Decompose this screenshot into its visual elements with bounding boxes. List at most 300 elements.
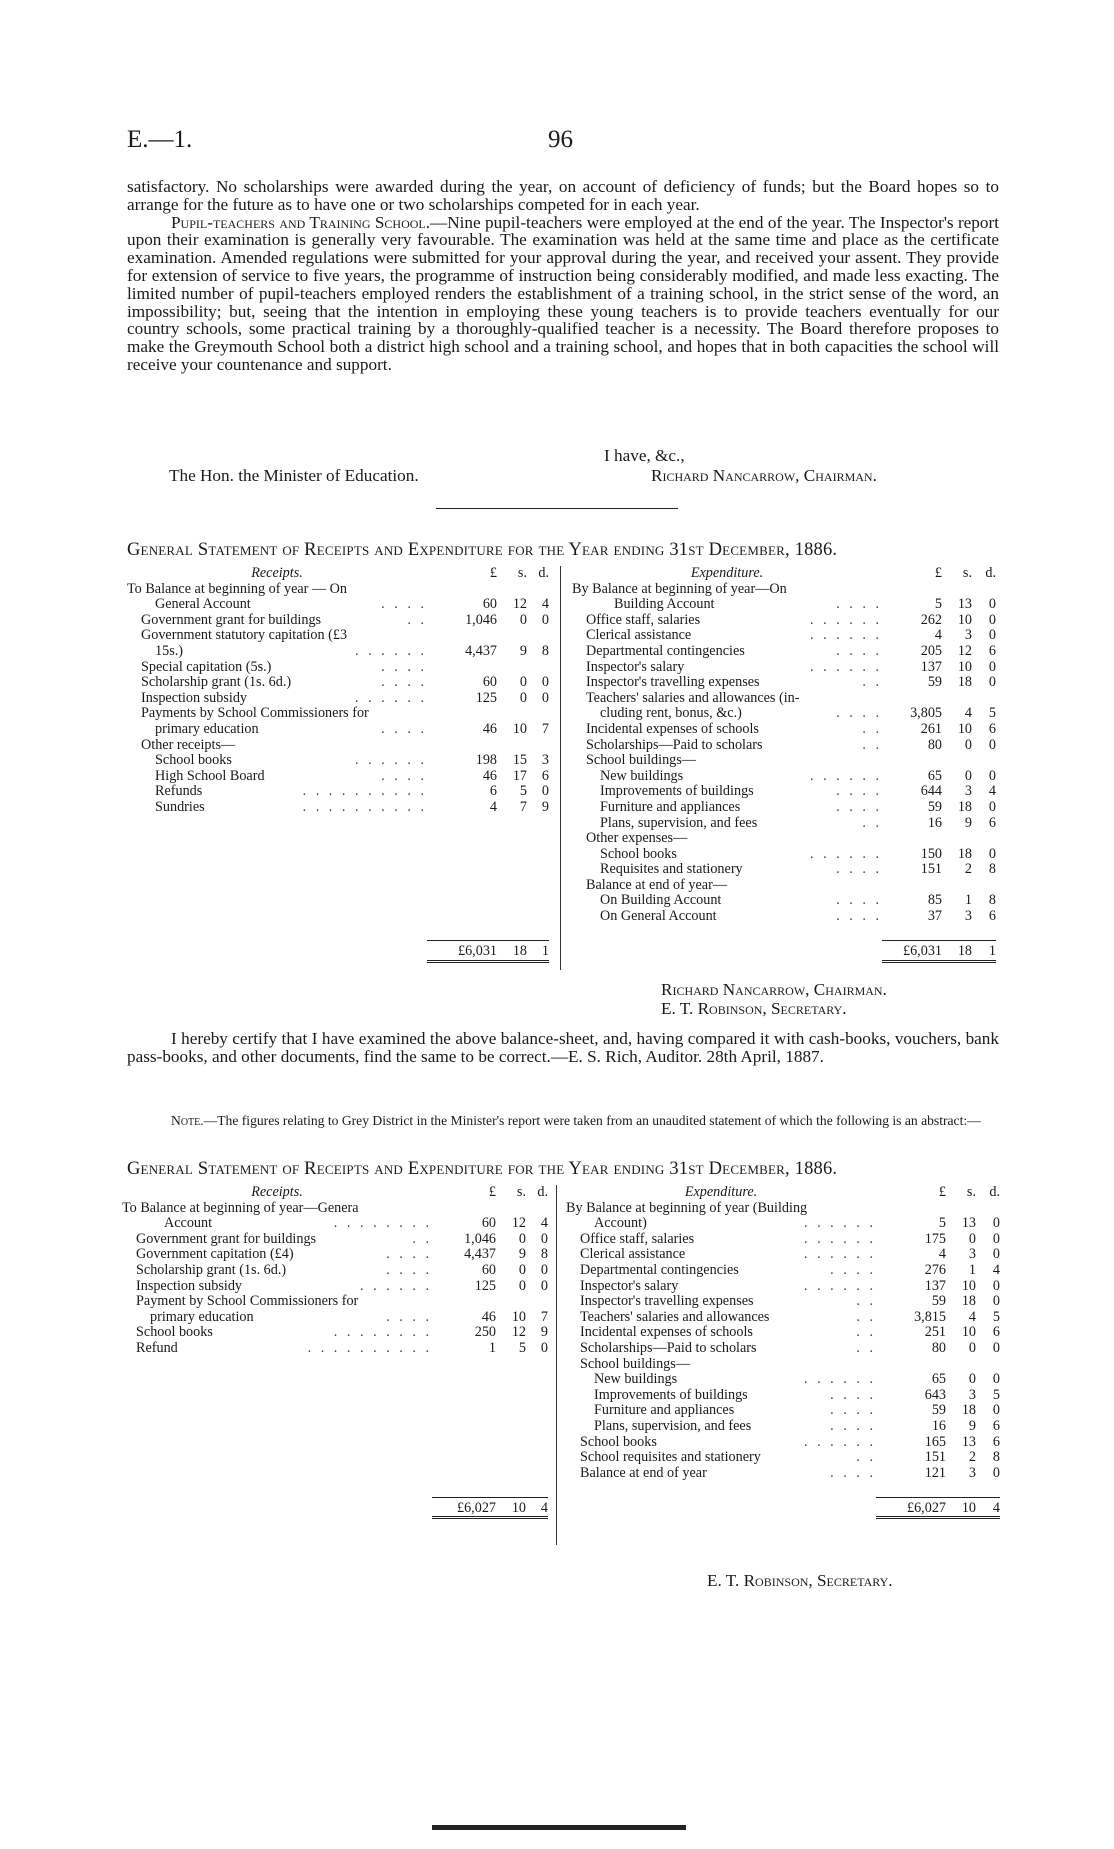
expenditure-amount-pounds: 205 xyxy=(920,642,942,659)
receipts-leader-dots: . . . . . . . . . . xyxy=(302,799,427,815)
expenditure-header-row xyxy=(572,566,996,582)
expenditure-amount-shillings: 2 xyxy=(964,861,972,878)
expenditure-amount-pounds: 59 xyxy=(927,674,942,691)
expenditure-row xyxy=(566,1435,1000,1451)
expenditure-item-text: Inspector's travelling expenses xyxy=(586,675,760,691)
expenditure-row xyxy=(566,1466,1000,1482)
receipts-amount-pounds: 4,437 xyxy=(465,642,497,659)
expenditure-amount-shillings: 10 xyxy=(961,1277,976,1294)
expenditure-amount-shillings: 18 xyxy=(957,798,972,815)
expenditure-amount-pence xyxy=(972,691,996,707)
receipts-row xyxy=(122,1201,548,1217)
receipts-spacer-cell xyxy=(497,816,527,832)
receipts-leader-dots: . . . . . . xyxy=(354,690,427,706)
receipts-amount-shillings xyxy=(496,1201,526,1217)
section-code: E.—1. xyxy=(127,126,193,153)
receipts-spacer-cell xyxy=(122,1388,432,1404)
expenditure-money-header-s: s. xyxy=(962,565,972,581)
expenditure-leader-dots: . . . . xyxy=(836,784,882,800)
expenditure-amount-pounds: 5 xyxy=(938,1215,946,1232)
receipts-amount-pence xyxy=(527,706,549,722)
receipts-amount-pounds: 60 xyxy=(481,1261,496,1278)
expenditure-amount-pounds: 643 xyxy=(924,1386,946,1403)
expenditure-row xyxy=(566,1450,1000,1466)
receipts-item-text: Payment by School Commissioners for xyxy=(136,1294,359,1310)
receipts-spacer-cell xyxy=(496,1388,526,1404)
receipts-row xyxy=(127,644,549,660)
receipts-amount-pounds: 60 xyxy=(482,674,497,691)
receipts-spacer-row xyxy=(122,1481,548,1497)
receipts-row xyxy=(127,738,549,754)
receipts-spacer-cell xyxy=(497,925,527,941)
receipts-amount-pounds: 6 xyxy=(489,783,497,800)
receipts-item-text: Inspection subsidy xyxy=(136,1278,243,1294)
receipts-item-label xyxy=(122,1247,432,1263)
expenditure-amount-pounds xyxy=(876,1357,946,1373)
receipts-amount-pence xyxy=(526,1201,548,1217)
receipts-spacer-cell xyxy=(122,1357,432,1373)
expenditure-money-header-d: d. xyxy=(989,1184,1000,1200)
receipts-spacer-cell xyxy=(122,1450,432,1466)
receipts-leader-dots: . . . . xyxy=(386,1309,432,1325)
receipts-amount-pounds: 125 xyxy=(474,1277,496,1294)
receipts-amount-pence: 0 xyxy=(541,689,549,706)
expenditure-row xyxy=(566,1216,1000,1232)
closing-i-have: I have, &c., xyxy=(604,446,685,465)
expenditure-amount-shillings: 3 xyxy=(964,627,972,644)
receipts-spacer-row xyxy=(122,1450,548,1466)
expenditure-spacer-cell xyxy=(946,1481,976,1497)
expenditure-item-text: Teachers' salaries and allowances (in- xyxy=(586,690,800,706)
receipts-spacer-cell xyxy=(427,862,497,878)
receipts-spacer-cell xyxy=(432,1450,496,1466)
expenditure-leader-dots: . . . . . . xyxy=(803,1247,876,1263)
receipts-spacer-row xyxy=(127,878,549,894)
expenditure-amount-pounds: 3,805 xyxy=(910,705,942,722)
statement1-chairman-signature: Richard Nancarrow, Chairman. xyxy=(661,980,887,999)
receipts-item-label xyxy=(127,628,427,644)
expenditure-amount-pounds: 262 xyxy=(920,611,942,628)
expenditure-item-label xyxy=(572,769,882,785)
expenditure-item-text: Incidental expenses of schools xyxy=(586,721,759,737)
expenditure-item-text: Departmental contingencies xyxy=(580,1262,739,1278)
expenditure-item-text: Furniture and appliances xyxy=(600,799,741,815)
receipts-amount-pence: 9 xyxy=(541,798,549,815)
expenditure-spacer-cell xyxy=(882,925,942,941)
receipts-leader-dots: . . . . xyxy=(381,721,427,737)
auditor-certificate xyxy=(127,1030,999,1066)
receipts-spacer-cell xyxy=(526,1388,548,1404)
statement2-expenditure-table xyxy=(566,1185,1000,1519)
expenditure-amount-pence: 8 xyxy=(988,861,996,878)
statement2-title-b: and xyxy=(369,1159,408,1179)
expenditure-leader-dots: . . . . xyxy=(836,799,882,815)
receipts-total-shillings: 10 xyxy=(496,1497,526,1518)
receipts-amount-pounds: 60 xyxy=(482,596,497,613)
receipts-spacer-cell xyxy=(497,909,527,925)
receipts-leader-dots: . . . . . . . . xyxy=(333,1325,432,1341)
expenditure-spacer-cell xyxy=(976,1481,1000,1497)
receipts-amount-shillings: 12 xyxy=(511,1215,526,1232)
expenditure-item-label xyxy=(572,675,882,691)
expenditure-item-text: Plans, supervision, and fees xyxy=(600,815,758,831)
receipts-spacer-row xyxy=(127,862,549,878)
receipts-amount-pounds: 60 xyxy=(481,1215,496,1232)
receipts-amount-pence xyxy=(527,582,549,598)
receipts-row xyxy=(127,800,549,816)
receipts-amount-pence: 4 xyxy=(540,1215,548,1232)
receipts-amount-pence: 0 xyxy=(541,611,549,628)
receipts-spacer-cell xyxy=(122,1435,432,1451)
expenditure-amount-pounds: 5 xyxy=(934,596,942,613)
expenditure-row xyxy=(566,1294,1000,1310)
pupil-teachers-body: —Nine pupil-teachers were employed at the end of the year. The Inspector's report upon their examination is generally very favourable. The examination was held at the same time and place as the certificate examination. Amended regulations were submitted for your approval during the year, and received your assent. They provide for extension of service to five years, the programme of instruction being considerably modified, and made less exacting. The limited number of pupil-teachers employed renders the establishment of a training school, in the strict sense of the word, an impossibility; but, seeing that the intention in employing these young teachers is to provide teachers eventually for our country schools, some practical training by a thoroughly-qualified teacher is a necessity. The Board therefore proposes to make the Greymouth School both a district high school and a training school, and hopes that in both capacities the school will receive your countenance and support. xyxy=(127,212,999,374)
receipts-row xyxy=(122,1325,548,1341)
expenditure-item-label xyxy=(572,847,882,863)
expenditure-item-text: Building Account xyxy=(614,597,715,613)
expenditure-amount-pence: 6 xyxy=(992,1433,1000,1450)
receipts-spacer-row xyxy=(122,1357,548,1373)
expenditure-total-label xyxy=(566,1497,876,1518)
statement2-column-separator xyxy=(556,1185,557,1545)
expenditure-item-label xyxy=(566,1216,876,1232)
expenditure-spacer-cell xyxy=(566,1481,876,1497)
receipts-spacer-cell xyxy=(527,816,549,832)
expenditure-amount-pounds: 65 xyxy=(927,767,942,784)
receipts-row xyxy=(127,582,549,598)
receipts-item-label xyxy=(127,753,427,769)
statement2-title xyxy=(127,1159,999,1180)
receipts-amount-shillings xyxy=(497,582,527,598)
expenditure-item-label xyxy=(572,784,882,800)
statement2-title-d: for the Year ending 31st December, 1886. xyxy=(502,1159,838,1179)
expenditure-leader-dots: . . xyxy=(856,1309,876,1325)
expenditure-item-label xyxy=(572,893,882,909)
expenditure-amount-pounds: 165 xyxy=(924,1433,946,1450)
receipts-spacer-cell xyxy=(527,925,549,941)
receipts-spacer-cell xyxy=(527,893,549,909)
receipts-spacer-row xyxy=(122,1403,548,1419)
receipts-amount-pounds: 4 xyxy=(489,798,497,815)
expenditure-amount-shillings xyxy=(942,878,972,894)
receipts-total-pounds: £6,031 xyxy=(427,941,497,962)
expenditure-amount-shillings: 4 xyxy=(968,1308,976,1325)
receipts-item-text: Refund xyxy=(136,1340,178,1356)
receipts-amount-pounds xyxy=(432,1201,496,1217)
expenditure-item-text: By Balance at beginning of year (Building xyxy=(566,1200,808,1216)
receipts-spacer-cell xyxy=(432,1388,496,1404)
receipts-amount-pounds: 198 xyxy=(475,752,497,769)
expenditure-money-header-d: d. xyxy=(985,565,996,581)
statement1-column-separator xyxy=(560,566,561,970)
expenditure-row xyxy=(572,691,996,707)
receipts-leader-dots: . . . . . . . . xyxy=(333,1216,432,1232)
expenditure-amount-pounds: 59 xyxy=(927,798,942,815)
expenditure-amount-shillings: 18 xyxy=(961,1402,976,1419)
page-number: 96 xyxy=(548,126,573,153)
expenditure-amount-shillings: 18 xyxy=(961,1293,976,1310)
receipts-amount-pounds xyxy=(427,628,497,644)
expenditure-item-text: By Balance at beginning of year—On xyxy=(572,581,787,597)
receipts-spacer-cell xyxy=(496,1357,526,1373)
expenditure-row xyxy=(572,784,996,800)
receipts-spacer-cell xyxy=(527,847,549,863)
expenditure-leader-dots: . . . . xyxy=(836,862,882,878)
receipts-spacer-cell xyxy=(496,1403,526,1419)
expenditure-row xyxy=(572,675,996,691)
receipts-spacer-cell xyxy=(526,1403,548,1419)
expenditure-amount-pounds: 151 xyxy=(924,1449,946,1466)
expenditure-amount-pence: 0 xyxy=(992,1339,1000,1356)
expenditure-amount-pounds: 137 xyxy=(924,1277,946,1294)
expenditure-amount-pence: 0 xyxy=(988,611,996,628)
expenditure-item-label xyxy=(566,1341,876,1357)
receipts-row xyxy=(127,706,549,722)
expenditure-amount-shillings: 0 xyxy=(968,1230,976,1247)
receipts-amount-pounds: 250 xyxy=(474,1324,496,1341)
receipts-amount-pence: 0 xyxy=(541,674,549,691)
receipts-item-label xyxy=(127,706,427,722)
statement1-title-c: Expenditure xyxy=(407,540,503,560)
expenditure-amount-pounds: 644 xyxy=(920,783,942,800)
receipts-row xyxy=(127,675,549,691)
expenditure-amount-pence: 0 xyxy=(988,845,996,862)
receipts-item-text: Sundries xyxy=(155,799,205,815)
expenditure-amount-pence: 0 xyxy=(988,798,996,815)
expenditure-item-text: Improvements of buildings xyxy=(594,1387,748,1403)
receipts-amount-pence xyxy=(526,1294,548,1310)
expenditure-amount-pence: 8 xyxy=(992,1449,1000,1466)
receipts-spacer-cell xyxy=(127,816,427,832)
receipts-spacer-cell xyxy=(496,1466,526,1482)
receipts-amount-shillings: 5 xyxy=(518,1339,526,1356)
expenditure-total-pence: 1 xyxy=(972,941,996,962)
expenditure-amount-pounds: 261 xyxy=(920,720,942,737)
expenditure-amount-pence: 6 xyxy=(988,642,996,659)
receipts-amount-shillings: 0 xyxy=(519,689,527,706)
receipts-spacer-cell xyxy=(122,1372,432,1388)
expenditure-item-label xyxy=(566,1372,876,1388)
expenditure-amount-pence xyxy=(972,831,996,847)
receipts-item-label xyxy=(127,722,427,738)
receipts-amount-pounds: 46 xyxy=(481,1308,496,1325)
receipts-leader-dots: . . . . . . . . . . xyxy=(302,784,427,800)
expenditure-leader-dots: . . . . . . xyxy=(803,1434,876,1450)
receipts-amount-pounds xyxy=(427,660,497,676)
receipts-amount-pounds: 46 xyxy=(482,720,497,737)
receipts-amount-shillings: 5 xyxy=(519,783,527,800)
receipts-row xyxy=(122,1216,548,1232)
receipts-header: Receipts. xyxy=(251,565,303,581)
receipts-spacer-cell xyxy=(432,1403,496,1419)
receipts-spacer-row xyxy=(122,1372,548,1388)
statement2-title-c: Expenditure xyxy=(407,1159,503,1179)
receipts-spacer-cell xyxy=(496,1372,526,1388)
receipts-row xyxy=(127,660,549,676)
expenditure-amount-shillings: 0 xyxy=(964,767,972,784)
receipts-item-text: Government statutory capitation (£3 xyxy=(141,628,348,644)
receipts-spacer-cell xyxy=(432,1481,496,1497)
expenditure-total-shillings: 10 xyxy=(946,1497,976,1518)
expenditure-row xyxy=(566,1388,1000,1404)
expenditure-amount-pence xyxy=(972,878,996,894)
expenditure-amount-pence: 0 xyxy=(992,1215,1000,1232)
receipts-row xyxy=(127,691,549,707)
expenditure-row xyxy=(572,660,996,676)
expenditure-item-text: Office staff, salaries xyxy=(580,1231,695,1247)
receipts-amount-shillings: 10 xyxy=(512,720,527,737)
expenditure-item-text: Scholarships—Paid to scholars xyxy=(586,737,763,753)
expenditure-amount-pence: 6 xyxy=(992,1324,1000,1341)
expenditure-item-label xyxy=(572,862,882,878)
receipts-spacer-cell xyxy=(527,909,549,925)
expenditure-item-label xyxy=(572,582,882,598)
expenditure-leader-dots: . . . . . . xyxy=(803,1216,876,1232)
receipts-item-text: Scholarship grant (1s. 6d.) xyxy=(141,675,292,691)
receipts-item-text: To Balance at beginning of year — On xyxy=(127,581,348,597)
intro-paragraph-2 xyxy=(127,214,999,374)
receipts-item-label xyxy=(127,644,427,660)
expenditure-item-label xyxy=(572,691,882,707)
receipts-item-label xyxy=(127,738,427,754)
expenditure-row xyxy=(572,753,996,769)
receipts-leader-dots: . . . . xyxy=(381,768,427,784)
statement1-title-d: for the Year ending 31st December, 1886. xyxy=(502,540,838,560)
receipts-item-text: High School Board xyxy=(155,768,265,784)
expenditure-item-text: Balance at end of year xyxy=(580,1465,707,1481)
expenditure-leader-dots: . . . . . . xyxy=(803,1278,876,1294)
receipts-item-label xyxy=(127,784,427,800)
expenditure-spacer-cell xyxy=(972,925,996,941)
expenditure-row xyxy=(572,613,996,629)
receipts-spacer-cell xyxy=(496,1435,526,1451)
expenditure-amount-pence: 5 xyxy=(992,1308,1000,1325)
receipts-item-label xyxy=(122,1232,432,1248)
expenditure-money-header-s: s. xyxy=(966,1184,976,1200)
receipts-item-label xyxy=(122,1279,432,1295)
expenditure-leader-dots: . . . . xyxy=(836,909,882,925)
receipts-leader-dots: . . . . xyxy=(386,1247,432,1263)
expenditure-item-text: Requisites and stationery xyxy=(600,862,743,878)
receipts-amount-shillings: 0 xyxy=(518,1261,526,1278)
receipts-amount-pence: 7 xyxy=(540,1308,548,1325)
receipts-amount-shillings xyxy=(497,660,527,676)
expenditure-amount-pounds xyxy=(876,1201,946,1217)
receipts-amount-pence: 0 xyxy=(540,1339,548,1356)
expenditure-item-label xyxy=(572,628,882,644)
expenditure-amount-shillings: 0 xyxy=(968,1371,976,1388)
receipts-leader-dots: . . . . xyxy=(381,659,427,675)
expenditure-amount-pence: 6 xyxy=(988,814,996,831)
receipts-spacer-cell xyxy=(127,831,427,847)
receipts-item-text: Scholarship grant (1s. 6d.) xyxy=(136,1262,287,1278)
expenditure-leader-dots: . . . . . . xyxy=(803,1372,876,1388)
expenditure-leader-dots: . . . . . . xyxy=(809,612,882,628)
receipts-item-text: Other receipts— xyxy=(141,737,236,753)
receipts-spacer-cell xyxy=(527,831,549,847)
expenditure-leader-dots: . . xyxy=(856,1325,876,1341)
receipts-amount-shillings: 15 xyxy=(512,752,527,769)
receipts-item-text: Special capitation (5s.) xyxy=(141,659,272,675)
expenditure-item-text: School requisites and stationery xyxy=(580,1450,761,1466)
receipts-spacer-row xyxy=(122,1435,548,1451)
expenditure-item-label xyxy=(572,738,882,754)
receipts-amount-shillings xyxy=(497,706,527,722)
receipts-item-text: School books xyxy=(136,1325,213,1341)
receipts-amount-pence: 0 xyxy=(540,1277,548,1294)
receipts-spacer-cell xyxy=(122,1481,432,1497)
receipts-spacer-row xyxy=(127,831,549,847)
expenditure-leader-dots: . . . . xyxy=(830,1387,876,1403)
receipts-spacer-cell xyxy=(127,862,427,878)
statement1-expenditure-table xyxy=(572,566,996,963)
receipts-leader-dots: . . . . . . xyxy=(354,643,427,659)
receipts-amount-pence: 0 xyxy=(541,783,549,800)
expenditure-amount-pence: 5 xyxy=(992,1386,1000,1403)
expenditure-amount-shillings: 9 xyxy=(968,1417,976,1434)
closing-addressee: The Hon. the Minister of Education. xyxy=(169,466,419,485)
receipts-spacer-cell xyxy=(526,1466,548,1482)
receipts-amount-pounds: 1,046 xyxy=(465,611,497,628)
expenditure-row xyxy=(572,878,996,894)
receipts-spacer-cell xyxy=(427,878,497,894)
expenditure-row xyxy=(566,1232,1000,1248)
expenditure-item-text: Teachers' salaries and allowances xyxy=(580,1309,770,1325)
expenditure-row xyxy=(572,909,996,925)
expenditure-leader-dots: . . . . xyxy=(830,1262,876,1278)
expenditure-item-label xyxy=(572,706,882,722)
expenditure-item-label xyxy=(566,1279,876,1295)
expenditure-amount-pounds: 175 xyxy=(924,1230,946,1247)
expenditure-money-header-l: £ xyxy=(938,1184,946,1200)
receipts-item-text: School books xyxy=(155,753,232,769)
expenditure-amount-shillings: 18 xyxy=(957,674,972,691)
receipts-amount-shillings: 0 xyxy=(519,674,527,691)
receipts-leader-dots: . . . . . . . . . . xyxy=(307,1340,432,1356)
note-label: Note. xyxy=(171,1113,204,1128)
expenditure-amount-shillings: 4 xyxy=(964,705,972,722)
expenditure-amount-pence: 6 xyxy=(992,1417,1000,1434)
expenditure-amount-shillings: 10 xyxy=(957,611,972,628)
expenditure-total-row xyxy=(566,1497,1000,1518)
expenditure-row xyxy=(572,816,996,832)
expenditure-leader-dots: . . xyxy=(862,675,882,691)
receipts-amount-pence: 7 xyxy=(541,720,549,737)
expenditure-item-label xyxy=(572,800,882,816)
expenditure-amount-shillings xyxy=(942,582,972,598)
expenditure-amount-shillings: 3 xyxy=(964,783,972,800)
receipts-item-text: General Account xyxy=(155,597,251,613)
statement2-receipts-table xyxy=(122,1185,548,1519)
receipts-spacer-cell xyxy=(526,1435,548,1451)
expenditure-spacer-cell xyxy=(876,1481,946,1497)
receipts-spacer-cell xyxy=(526,1481,548,1497)
expenditure-total-pounds: £6,031 xyxy=(882,941,942,962)
expenditure-amount-pence: 0 xyxy=(988,767,996,784)
receipts-amount-shillings: 17 xyxy=(512,767,527,784)
expenditure-item-text: Furniture and appliances xyxy=(594,1403,735,1419)
expenditure-header: Expenditure. xyxy=(690,565,764,581)
expenditure-leader-dots: . . . . xyxy=(836,597,882,613)
receipts-spacer-cell xyxy=(122,1466,432,1482)
expenditure-row xyxy=(566,1357,1000,1373)
receipts-spacer-cell xyxy=(526,1357,548,1373)
expenditure-amount-shillings xyxy=(942,753,972,769)
expenditure-total-label xyxy=(572,941,882,962)
receipts-spacer-cell xyxy=(127,909,427,925)
receipts-spacer-cell xyxy=(122,1403,432,1419)
expenditure-header-row xyxy=(566,1185,1000,1201)
